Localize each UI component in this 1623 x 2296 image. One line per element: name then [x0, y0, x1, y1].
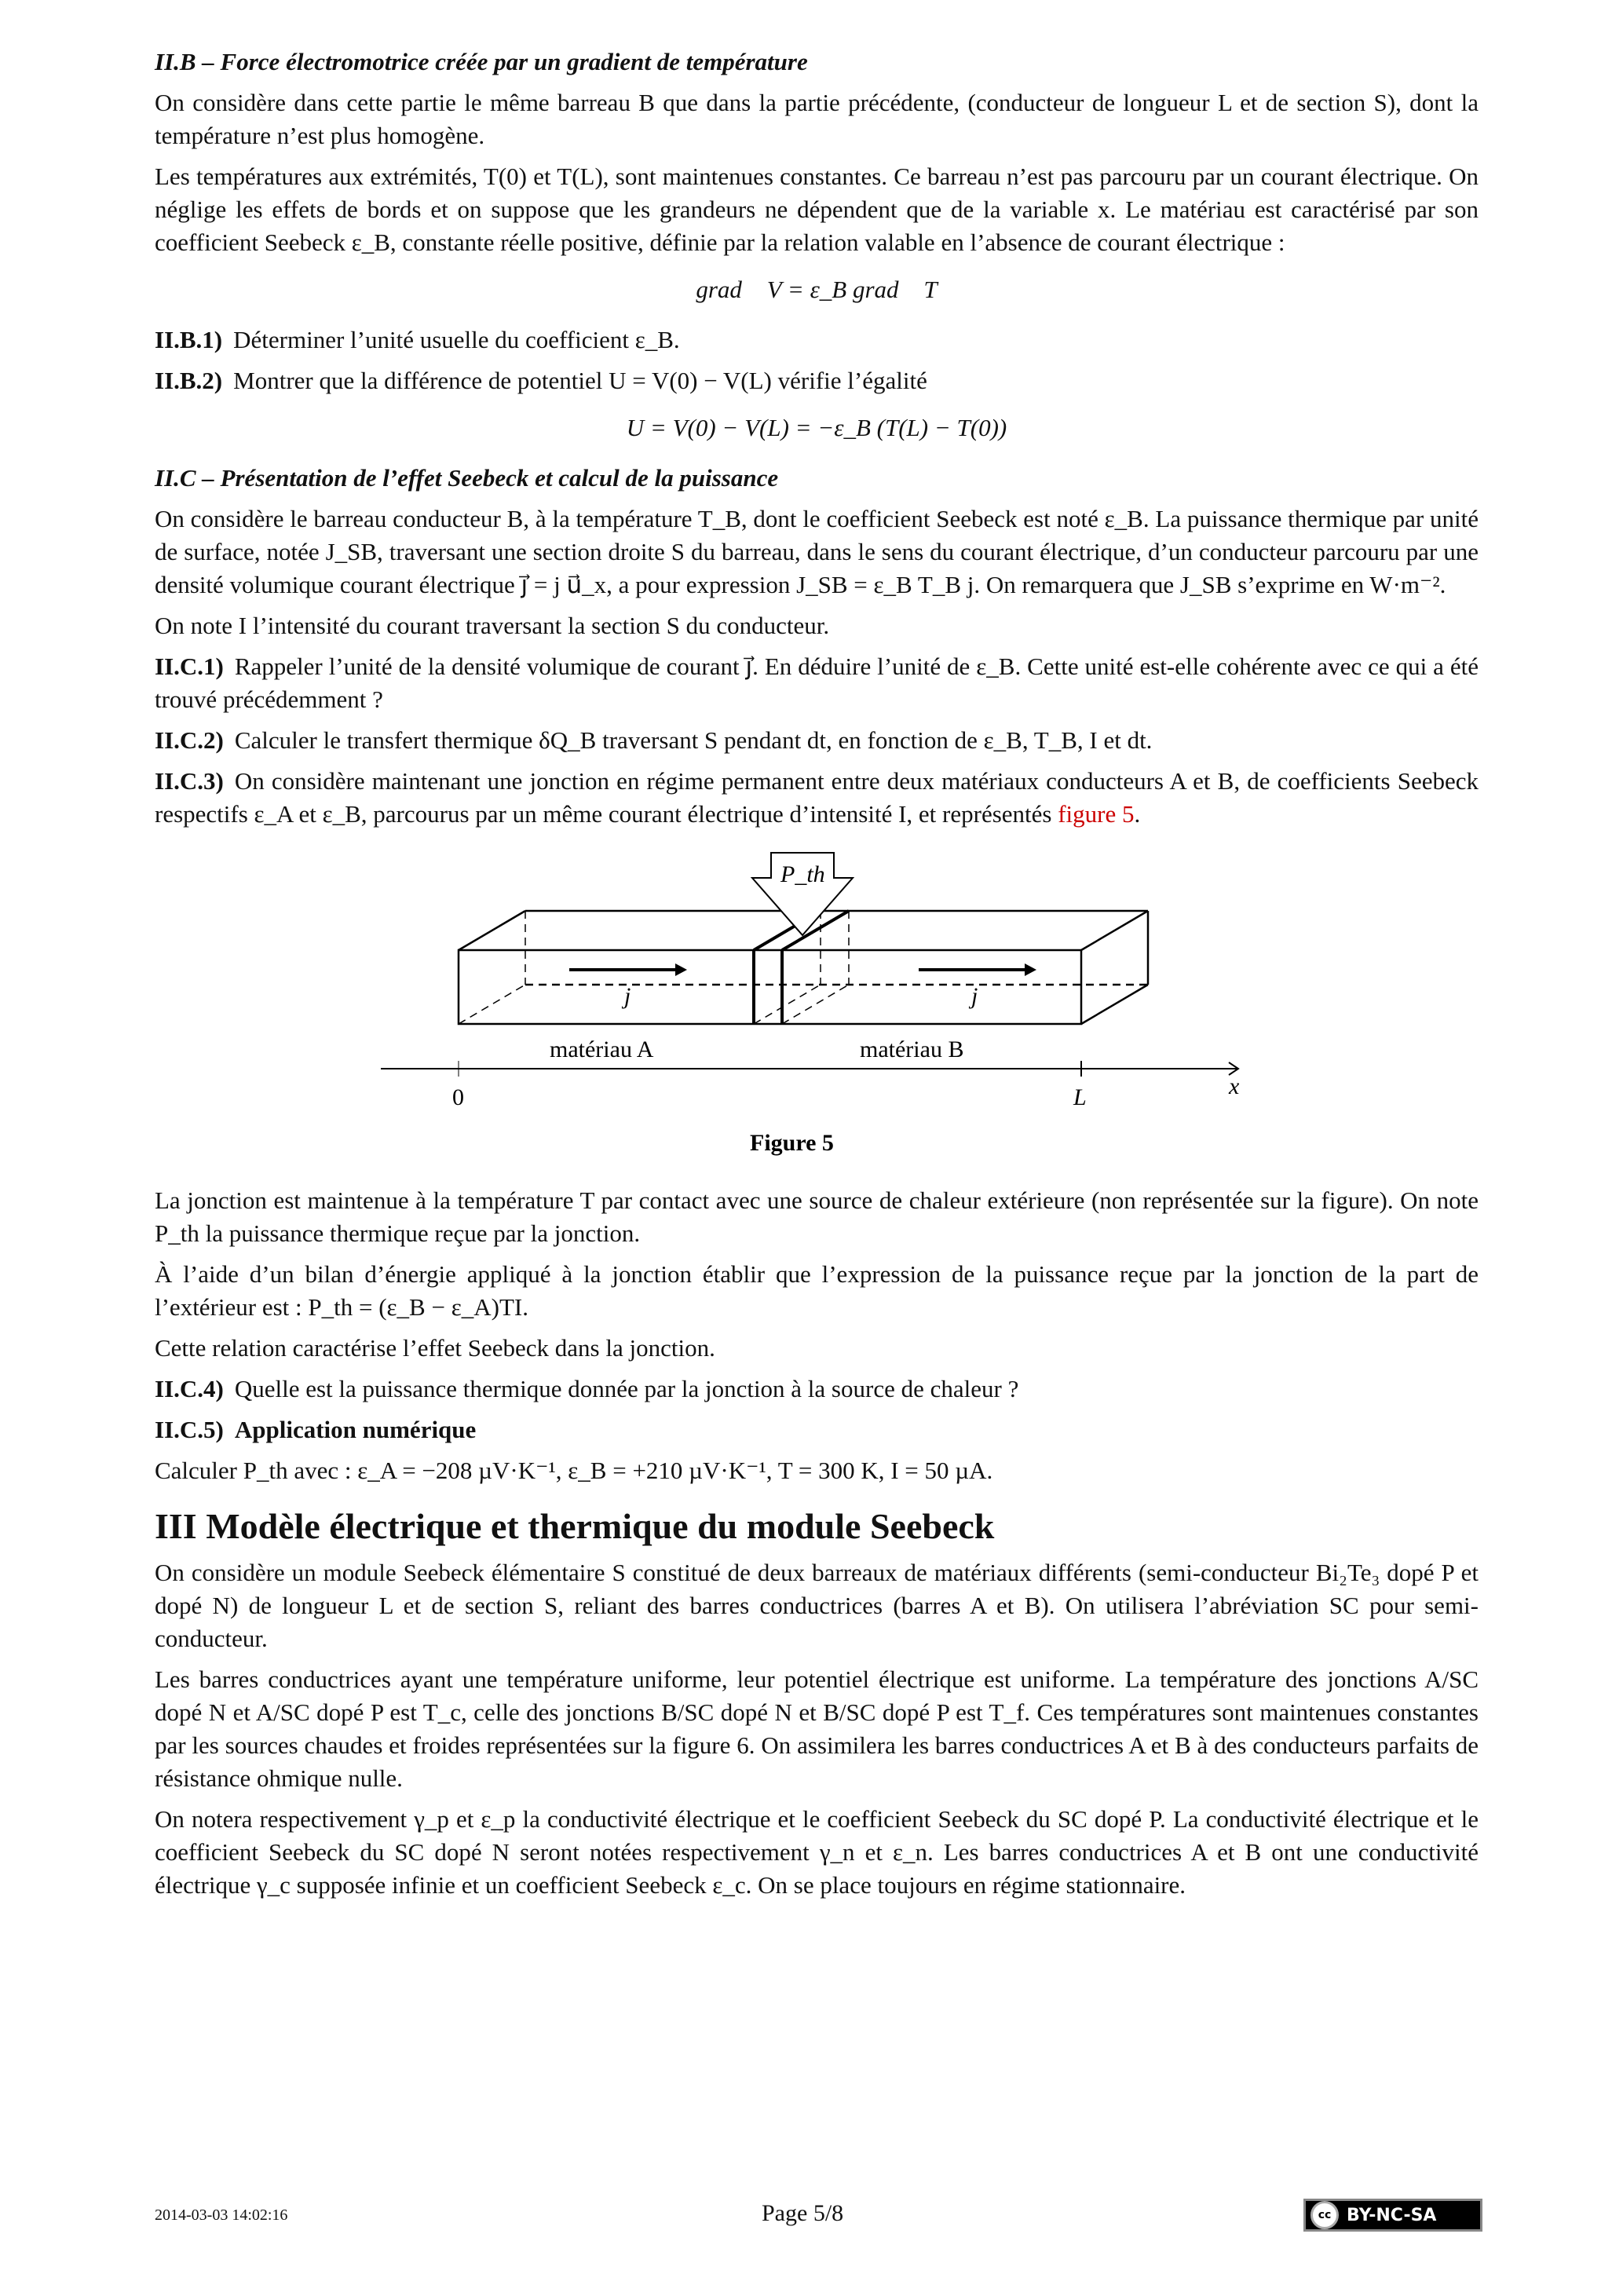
paragraph: On notera respectivement γ_p et ε_p la conductivité électrique et le coefficient Seebeck du SC dopé P. La conductivité électrique et le coefficient Seebeck du SC dopé N seront notées respectivement γ_n et ε_n. Les barres conductrices A et B ont une conductivité électrique γ_c supposée infinie et un coefficient Seebeck ε_c. On se place toujours en régime stationnaire.	[155, 1805, 1479, 1899]
axis-L-label: L	[1073, 1084, 1087, 1110]
license-badge[interactable]	[1303, 2199, 1482, 2232]
material-a-label: matériau A	[550, 1036, 654, 1062]
question-label: II.B.2)	[155, 367, 223, 394]
paragraph: On note I l’intensité du courant traversant la section S du conducteur.	[155, 612, 830, 639]
paragraph: Calculer P_th avec : ε_A = −208 µV·K⁻¹, ε_B = +210 µV·K⁻¹, T = 300 K, I = 50 µA.	[155, 1457, 993, 1484]
paragraph: On considère un module Seebeck élémentaire S constitué de deux barreaux de matériaux différents (semi-conducteur Bi₂Te₃ dopé P et dopé N) de longueur L et de section S, reliant des barres conductrices (barres A et B). On utilisera l’abréviation SC pour semi-conducteur.	[155, 1559, 1479, 1652]
equation: U = V(0) − V(L) = −ε_B (T(L) − T(0))	[626, 414, 1007, 441]
question-label: II.C.2)	[155, 726, 224, 754]
question-IIB1	[155, 324, 1479, 356]
section-IIB-title: II.B – Force électromotrice créée par un gradient de température	[155, 48, 808, 75]
punctuation: .	[1134, 800, 1141, 828]
section-IIC-title: II.C – Présentation de l’effet Seebeck et calcul de la puissance	[155, 464, 779, 492]
cc-icon: cc	[1310, 2201, 1339, 2229]
question-text: Application numérique	[234, 1416, 477, 1443]
paragraph: Les barres conductrices ayant une température uniforme, leur potentiel électrique est uniforme. La température des jonctions A/SC dopé N et A/SC dopé P est T_c, celle des jonctions B/SC dopé N et B/SC dopé P est T_f. Ces températures sont maintenues constantes par les sources chaudes et froides représentées sur la figure 6. On assimilera les barres conductrices A et B à des conducteurs parfaits de résistance ohmique nulle.	[155, 1665, 1479, 1792]
question-label: II.C.1)	[155, 653, 224, 680]
question-text: On considère maintenant une jonction en régime permanent entre deux matériaux conducteurs A et B, de coefficients Seebeck respectifs ε_A et ε_B, parcourus par un même courant électrique d’intensité I, et représentés	[155, 767, 1479, 828]
question-label: II.C.5)	[155, 1416, 224, 1443]
question-label: II.B.1)	[155, 326, 223, 353]
paragraph: Cette relation caractérise l’effet Seebeck dans la jonction.	[155, 1334, 715, 1362]
paragraph: Les températures aux extrémités, T(0) et T(L), sont maintenues constantes. Ce barreau n’est pas parcouru par un courant électrique. On néglige les effets de bords et on suppose que les grandeurs ne dépendent que de la variable x. Le matériau est caractérisé par son coefficient Seebeck ε_B, constante réelle positive, définie par la relation valable en l’absence de courant électrique :	[155, 163, 1479, 256]
current-label-a: j⃗	[624, 983, 649, 1009]
footer-timestamp: 2014-03-03 14:02:16	[155, 2206, 288, 2224]
current-arrow-a	[569, 963, 687, 976]
page-number: Page 5/8	[762, 2200, 844, 2226]
paragraph: À l’aide d’un bilan d’énergie appliqué à la jonction établir que l’expression de la puissance reçue par la jonction de la part de l’extérieur est : P_th = (ε_B − ε_A)TI.	[155, 1260, 1479, 1321]
axis-x-label: x	[1229, 1073, 1240, 1099]
question-IIC4	[155, 1373, 1479, 1406]
figure-caption: Figure 5	[750, 1130, 834, 1156]
material-b-label: matériau B	[860, 1036, 964, 1062]
power-label: P_th	[780, 861, 825, 887]
question-text: Calculer le transfert thermique δQ_B traversant S pendant dt, en fonction de ε_B, T_B, I et dt.	[234, 726, 1153, 754]
paragraph: On considère dans cette partie le même barreau B que dans la partie précédente, (conducteur de longueur L et de section S), dont la température n’est plus homogène.	[155, 89, 1479, 149]
question-IIC2	[155, 724, 1479, 757]
license-label: BY-NC-SA	[1347, 2205, 1437, 2225]
page-content	[155, 36, 1479, 1910]
paragraph: On considère le barreau conducteur B, à la température T_B, dont le coefficient Seebeck est noté ε_B. La puissance thermique par unité de surface, notée J_SB, traversant une section droite S du barreau, dans le sens du courant électrique, d’un conducteur parcouru par une densité volumique courant électrique j⃗ = j u⃗_x, a pour expression J_SB = ε_B T_B j. On remarquera que J_SB s’exprime en W·m⁻².	[155, 505, 1479, 598]
question-label: II.C.3)	[155, 767, 224, 795]
question-text: Déterminer l’unité usuelle du coefficient ε_B.	[233, 326, 680, 353]
section-III-title: III Modèle électrique et thermique du module Seebeck	[155, 1506, 995, 1546]
paragraph: La jonction est maintenue à la température T par contact avec une source de chaleur extérieure (non représentée sur la figure). On note P_th la puissance thermique reçue par la jonction.	[155, 1186, 1479, 1247]
question-IIC5	[155, 1413, 1479, 1446]
equation: grad⃗ V = ε_B grad⃗ T	[696, 276, 938, 303]
current-label-b: j⃗	[971, 983, 996, 1009]
question-text: Montrer que la différence de potentiel U = V(0) − V(L) vérifie l’égalité	[233, 367, 927, 394]
axis-origin-label: 0	[452, 1084, 464, 1110]
current-arrow-b	[919, 963, 1036, 976]
figure-link[interactable]: figure 5	[1058, 800, 1135, 828]
question-IIB2	[155, 364, 1479, 397]
question-IIC3	[155, 765, 1479, 831]
question-IIC1	[155, 650, 1479, 716]
question-text: Rappeler l’unité de la densité volumique de courant j⃗. En déduire l’unité de ε_B. Cette unité est-elle cohérente avec ce qui a été trouvé précédemment ?	[155, 653, 1479, 713]
question-text: Quelle est la puissance thermique donnée par la jonction à la source de chaleur ?	[234, 1375, 1019, 1402]
question-label: II.C.4)	[155, 1375, 224, 1402]
figure-5-diagram	[0, 839, 1623, 1184]
